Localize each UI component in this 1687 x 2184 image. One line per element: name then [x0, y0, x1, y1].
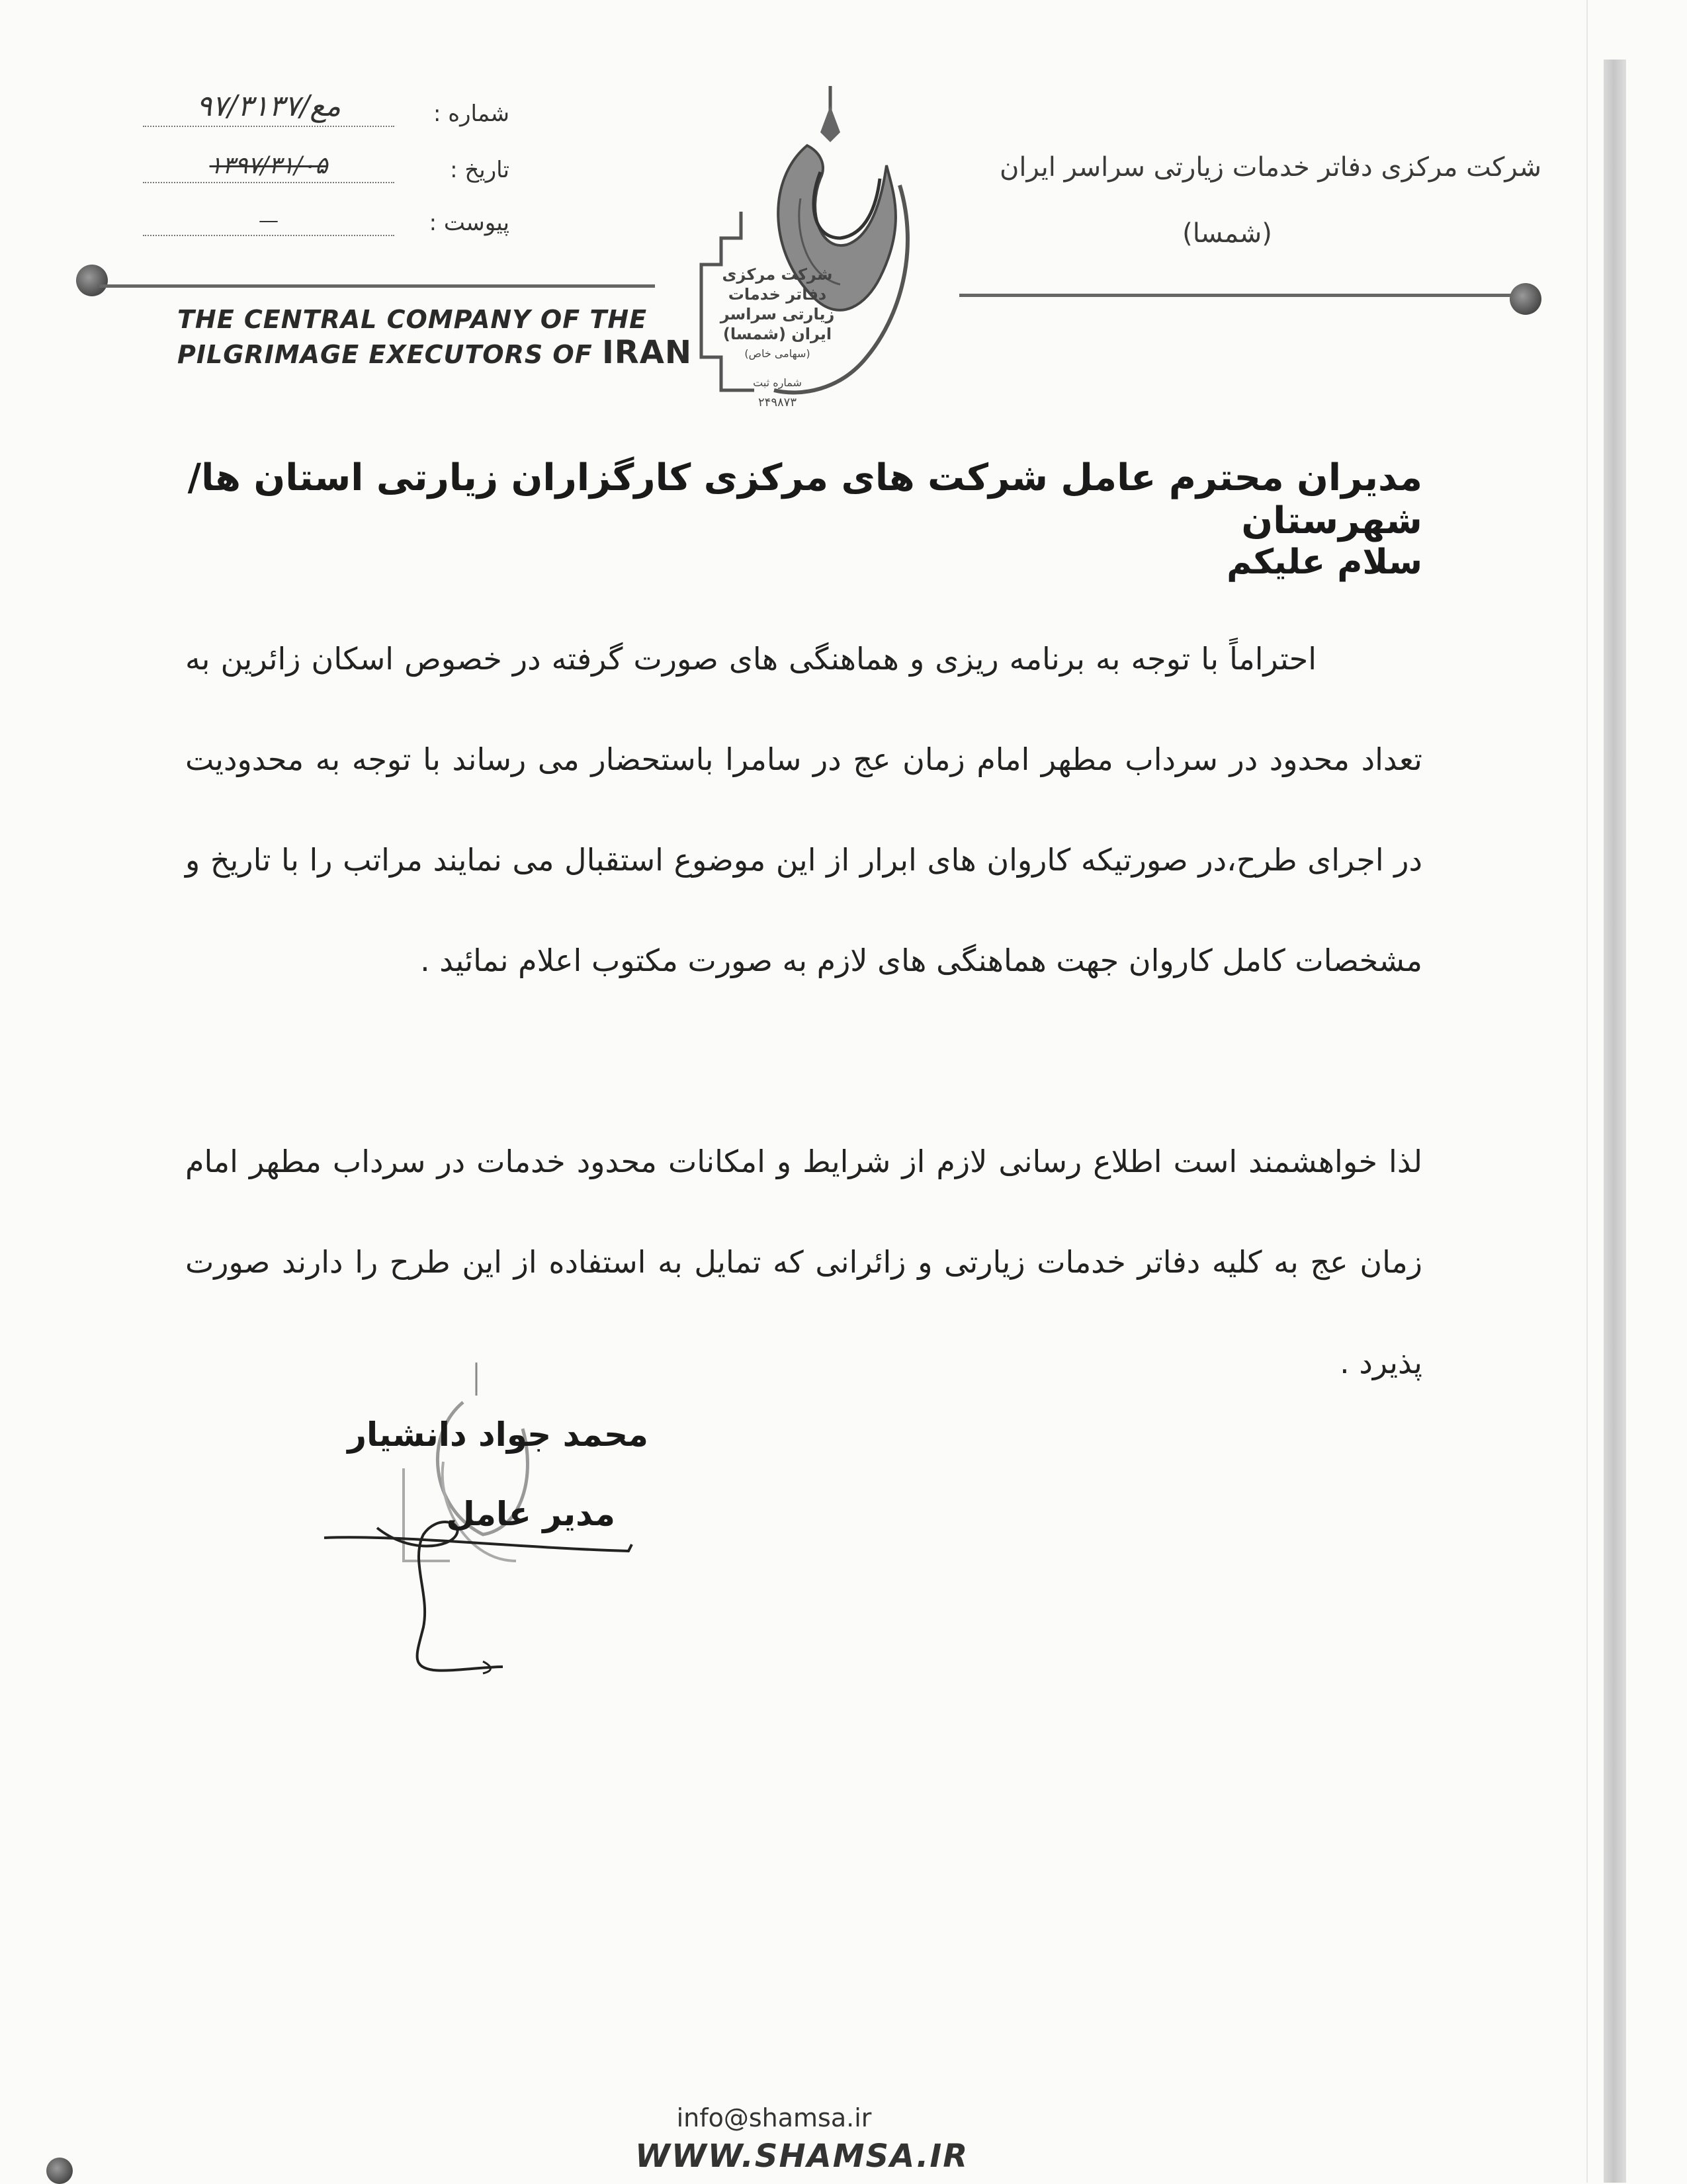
divider-left-dot	[76, 265, 108, 296]
letter-number-field	[143, 89, 394, 127]
company-name-en	[177, 303, 693, 371]
company-name-fa: شرکت مرکزی دفاتر خدمات زیارتی سراسر ایران	[1000, 152, 1541, 183]
letter-greeting: سلام علیکم	[1227, 542, 1422, 582]
footer-email[interactable]: info@shamsa.ir	[676, 2103, 872, 2132]
footer-website[interactable]: WWW.SHAMSA.IR	[635, 2138, 969, 2175]
signer-title: مدیر عامل	[446, 1495, 615, 1533]
letter-attachment-row	[112, 208, 509, 236]
company-name-en-country: IRAN	[601, 334, 693, 371]
logo-text-line: دفاتر خدمات	[728, 285, 827, 304]
company-logo	[668, 79, 946, 437]
letter-number-row	[112, 89, 509, 127]
letter-date-label: تاریخ :	[450, 157, 509, 183]
divider-left-line	[99, 284, 655, 288]
letter-date-field	[143, 152, 394, 183]
logo-text-line: شرکت مرکزی	[722, 265, 833, 284]
letter-date-row	[112, 152, 509, 183]
handwritten-signature	[318, 1508, 662, 1680]
letter-paragraph-2: لذا خواهشمند است اطلاع رسانی لازم از شرایط و امکانات محدود خدمات در سرداب مطهر امام زمان عج به کلیه دفاتر خدمات زیارتی و زائرانی که تمایل به استفاده از این طرح را دارند صورت پذیرد .	[185, 1144, 1422, 1380]
company-name-en-line1: THE CENTRAL COMPANY OF THE	[177, 305, 648, 334]
letter-addressee: مدیران محترم عامل شرکت های مرکزی کارگزاران زیارتی استان ها/شهرستان	[187, 456, 1422, 542]
letter-number-label: شماره :	[433, 101, 509, 127]
logo-text-line: ۲۴۹۸۷۳	[757, 396, 797, 409]
divider-right-dot	[1510, 283, 1541, 315]
letter-attachment-label: پیوست :	[429, 210, 509, 236]
letter-paragraph-1: احتراماً با توجه به برنامه ریزی و هماهنگی های صورت گرفته در خصوص اسکان زائرین به تعداد محدود در سرداب مطهر امام زمان عج در سامرا باستحضار می رساند با توجه به محدودیت در اجرای طرح،در صورتیکه کاروان های ابرار از این موضوع استقبال می نمایند مراتب را با تاریخ و مشخصات کامل کاروان جهت هماهنگی های لازم به صورت مکتوب اعلام نمائید .	[185, 641, 1422, 978]
company-name-en-line2	[177, 336, 693, 371]
logo-text-line: ایران (شمسا)	[722, 325, 832, 343]
footer-dot	[46, 2158, 73, 2184]
letter-date-value: ۱۳۹۷/۳۱/۰۵	[209, 152, 328, 179]
logo-text	[695, 265, 860, 413]
company-abbreviation: (شمسا)	[1182, 218, 1272, 249]
handwritten-signature-graphic	[318, 1508, 662, 1680]
company-name-en-prefix: PILGRIMAGE EXECUTORS OF	[177, 340, 593, 369]
divider-right-line	[959, 294, 1528, 297]
logo-text-line: (سهامی خاص)	[744, 347, 810, 360]
logo-text-line: زیارتی سراسر	[720, 305, 835, 323]
letter-attachment-value: —	[259, 209, 279, 232]
scanner-edge-line	[1586, 0, 1588, 2183]
scanner-edge-shadow	[1604, 60, 1626, 2183]
logo-text-line: شماره ثبت	[753, 376, 802, 389]
signer-name: محمد جواد دانشیار	[347, 1415, 648, 1454]
letter-paragraph	[185, 609, 1422, 1011]
letter-attachment-field	[143, 208, 394, 236]
letter-number-value: ۹۷/۳۱۳۷/مع	[196, 89, 341, 123]
